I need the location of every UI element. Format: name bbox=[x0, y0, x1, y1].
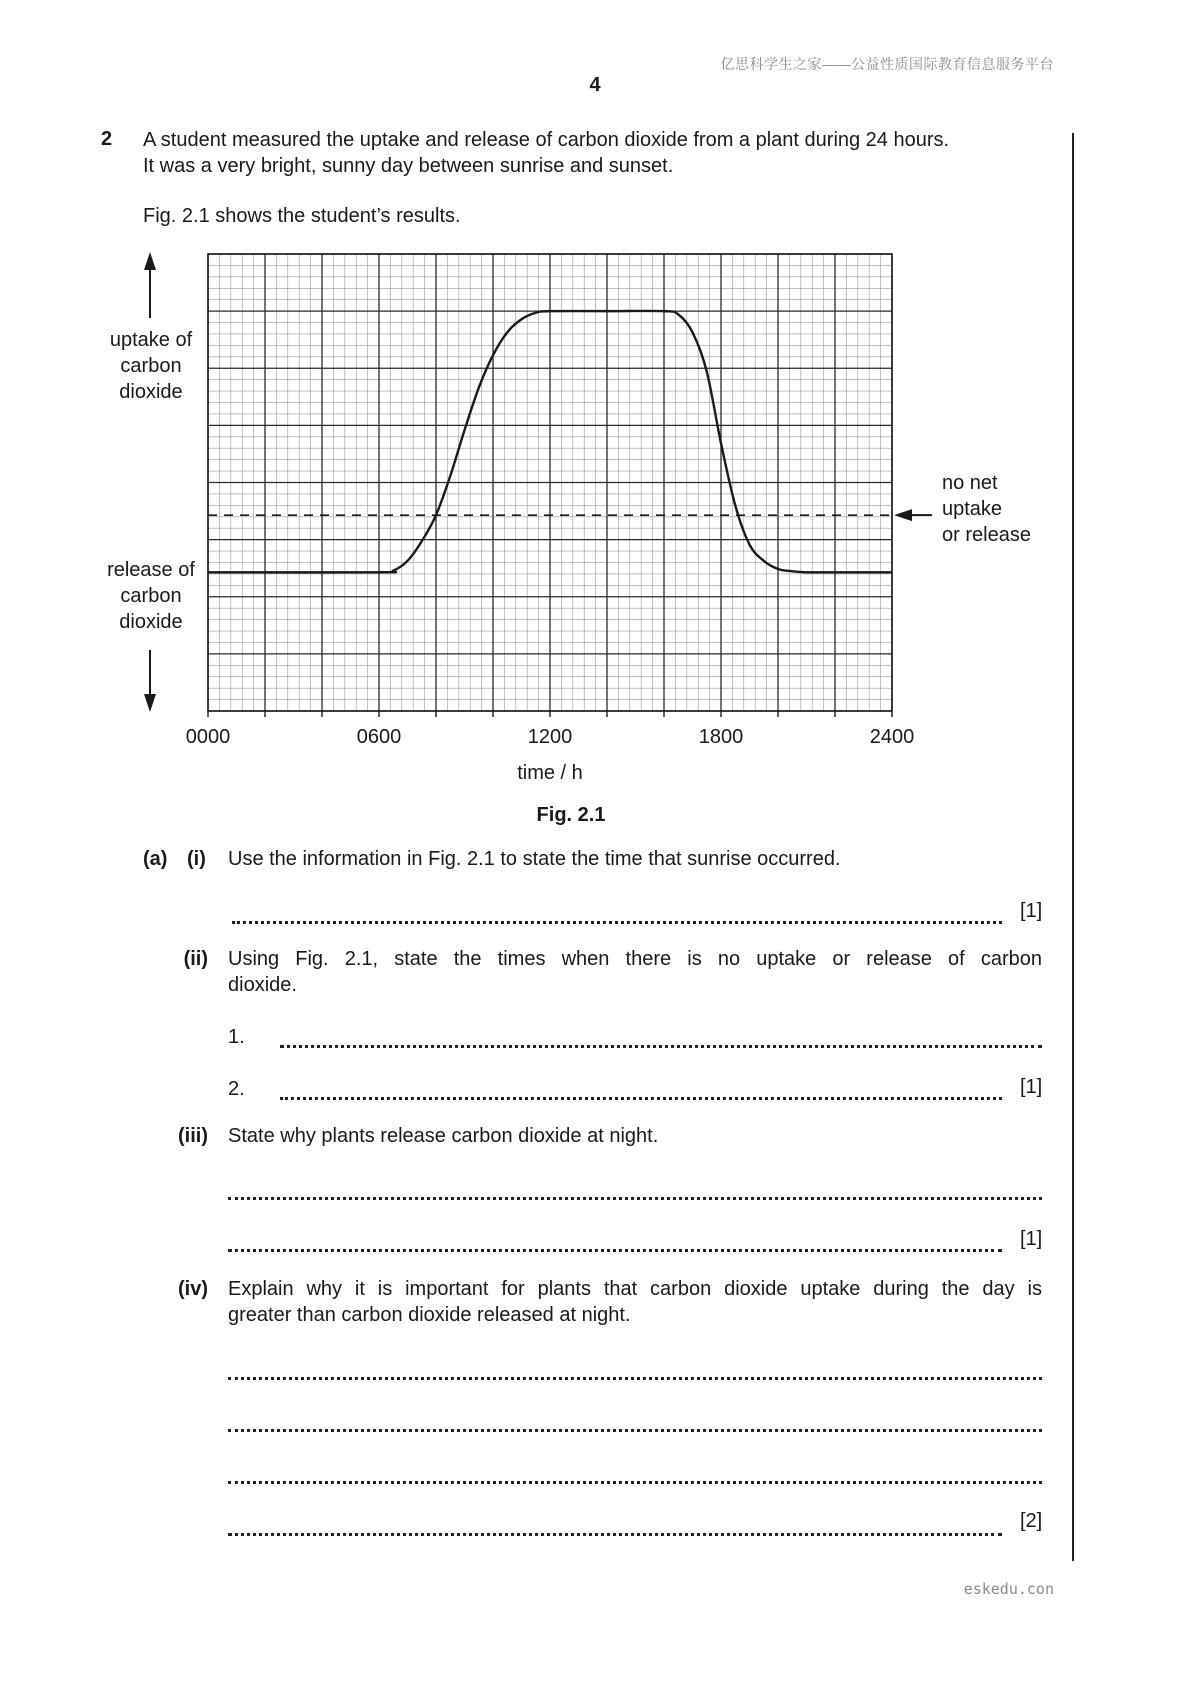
answer-line-a-iv-1[interactable] bbox=[228, 1377, 1042, 1380]
figure-reference: Fig. 2.1 shows the student’s results. bbox=[143, 205, 461, 227]
y-label-uptake-line2: carbon bbox=[120, 355, 182, 377]
mark-a-ii: [1] bbox=[1020, 1076, 1043, 1098]
x-tick-label: 1800 bbox=[698, 726, 744, 748]
annotation-line3: or release bbox=[942, 524, 1031, 546]
co2-exchange-chart bbox=[0, 0, 1190, 800]
answer-line-a-iv-2[interactable] bbox=[228, 1429, 1042, 1432]
x-tick-label: 1200 bbox=[527, 726, 573, 748]
part-a-iv-text-line2: greater than carbon dioxide released at night. bbox=[228, 1304, 631, 1326]
release-arrow-icon bbox=[144, 694, 156, 712]
question-intro-line2: It was a very bright, sunny day between sunrise and sunset. bbox=[143, 155, 674, 177]
answer-line-a-iii-1[interactable] bbox=[228, 1197, 1042, 1200]
y-label-release-line1: release of bbox=[107, 559, 195, 581]
watermark-text: 亿思科学生之家——公益性质国际教育信息服务平台 bbox=[720, 56, 1054, 72]
part-a-ii-text-line2: dioxide. bbox=[228, 974, 297, 996]
annotation-line2: uptake bbox=[942, 498, 1003, 520]
y-label-uptake-line3: dioxide bbox=[119, 381, 183, 403]
x-axis-ticks bbox=[208, 711, 892, 717]
part-a-ii-item2-label: 2. bbox=[228, 1078, 245, 1100]
part-a-ii-text-line1: Using Fig. 2.1, state the times when there is no uptake or release of carbon bbox=[228, 948, 1042, 970]
page-number: 4 bbox=[589, 74, 601, 96]
footer-site: eskedu.con bbox=[963, 1580, 1054, 1598]
x-tick-label: 0600 bbox=[356, 726, 402, 748]
mark-a-iv: [2] bbox=[1020, 1510, 1043, 1532]
uptake-arrow-icon bbox=[144, 252, 156, 270]
part-a-ii-label: (ii) bbox=[183, 948, 208, 970]
x-axis-label: time / h bbox=[517, 762, 583, 784]
x-axis-tick-labels bbox=[186, 726, 915, 748]
mark-a-i: [1] bbox=[1020, 900, 1043, 922]
y-label-uptake-line1: uptake of bbox=[109, 329, 193, 351]
part-a-i-label: (i) bbox=[187, 848, 206, 870]
part-a-i-text: Use the information in Fig. 2.1 to state the time that sunrise occurred. bbox=[228, 848, 841, 870]
answer-line-a-ii-2[interactable] bbox=[280, 1097, 1002, 1100]
answer-line-a-iv-3[interactable] bbox=[228, 1481, 1042, 1484]
mark-a-iii: [1] bbox=[1020, 1228, 1043, 1250]
part-a-ii-item1-label: 1. bbox=[228, 1026, 245, 1048]
question-number: 2 bbox=[101, 128, 113, 150]
part-a-iv-text-line1: Explain why it is important for plants that carbon dioxide uptake during the day is bbox=[228, 1278, 1042, 1300]
reference-pointer-icon bbox=[894, 509, 912, 521]
answer-line-a-iv-4[interactable] bbox=[228, 1533, 1002, 1536]
annotation-line1: no net bbox=[942, 472, 998, 494]
question-intro-line1: A student measured the uptake and release of carbon dioxide from a plant during 24 hours. bbox=[143, 129, 950, 151]
part-a-iii-label: (iii) bbox=[178, 1125, 208, 1147]
x-tick-label: 0000 bbox=[185, 726, 231, 748]
part-a-iv-label: (iv) bbox=[178, 1278, 208, 1300]
answer-line-a-ii-1[interactable] bbox=[280, 1045, 1042, 1048]
figure-caption: Fig. 2.1 bbox=[536, 804, 606, 826]
part-a-iii-text: State why plants release carbon dioxide at night. bbox=[228, 1125, 659, 1147]
answer-line-a-iii-2[interactable] bbox=[228, 1249, 1002, 1252]
part-a-label: (a) bbox=[143, 848, 168, 870]
y-label-release-line2: carbon bbox=[120, 585, 182, 607]
answer-line-a-i[interactable] bbox=[232, 921, 1002, 924]
x-tick-label: 2400 bbox=[869, 726, 915, 748]
y-label-release-line3: dioxide bbox=[119, 611, 183, 633]
